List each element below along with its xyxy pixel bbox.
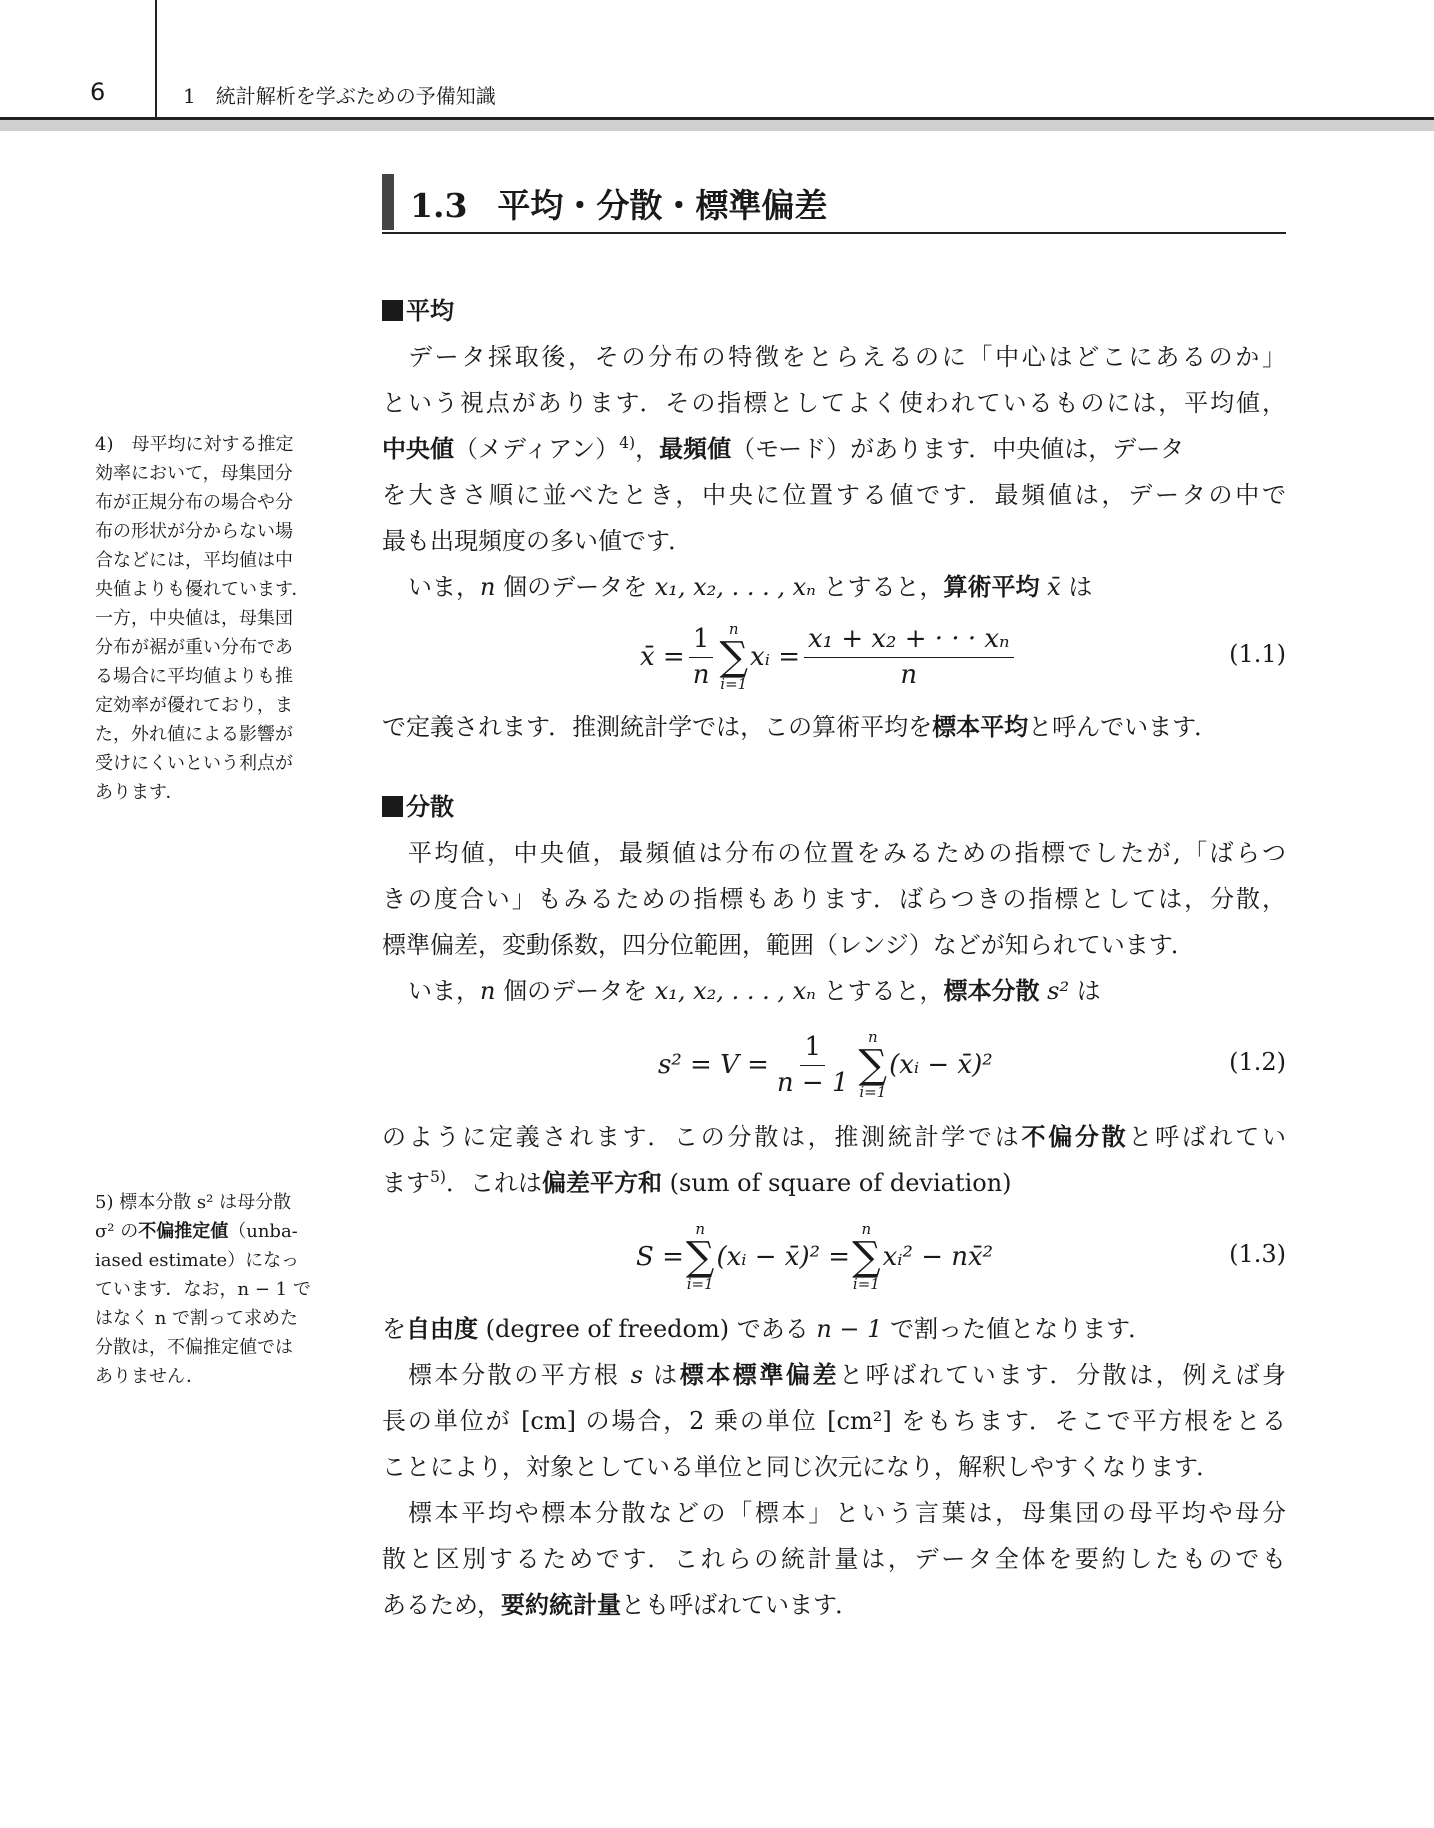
note-line: 分散は，不偏推定値では	[95, 1337, 293, 1358]
math-sequence: x₁, x₂, . . . , xₙ	[654, 977, 816, 1005]
summation	[719, 622, 748, 692]
eq-summand: (xᵢ − x̄)²	[889, 1050, 993, 1080]
heading-rule	[382, 232, 1286, 234]
text-line: 標準偏差，変動係数，四分位範囲，範囲（レンジ）などが知られています．	[382, 931, 1195, 959]
term: 中央値	[382, 435, 454, 463]
summation	[686, 1222, 715, 1292]
sum-upper: n	[695, 1220, 705, 1238]
equation-number: (1.1)	[1229, 640, 1286, 668]
math-s2: s²	[1047, 977, 1070, 1005]
text-line: きの度合い」もみるための指標もあります．ばらつきの指標としては，分散，	[382, 885, 1286, 913]
fraction-denominator: n	[692, 659, 710, 690]
text-span: 標本分散の平方根	[408, 1361, 631, 1389]
text-line: 最も出現頻度の多い値です．	[382, 527, 693, 555]
text-line: データ採取後，その分布の特徴をとらえるのに「中心はどこにあるのか」	[408, 343, 1286, 371]
text-span: を	[382, 1315, 406, 1343]
footnote-ref: 4)	[619, 434, 636, 452]
fraction	[773, 1033, 853, 1097]
sigma-icon: ∑	[685, 1234, 715, 1280]
math-n: n	[480, 573, 496, 601]
text-span: のように定義されます．この分散は，推測統計学では	[382, 1123, 1022, 1151]
text-span: σ² の	[95, 1221, 139, 1242]
eq-summand: (xᵢ − x̄)² =	[716, 1242, 851, 1272]
text-line: を大きさ順に並べたとき，中央に位置する値です．最頻値は，データの中で	[382, 481, 1286, 509]
text-span: と呼ばれてい	[1128, 1123, 1287, 1151]
note-line: あります．	[95, 782, 184, 803]
text-span: ．これは	[446, 1169, 543, 1197]
square-bullet-icon	[382, 300, 403, 321]
sum-lower: i=1	[852, 1275, 880, 1293]
note-line: 央値よりも優れています．	[95, 579, 310, 600]
sum-upper: n	[728, 620, 739, 638]
text-line	[382, 1114, 1286, 1160]
note-line: 分布が裾が重い分布であ	[95, 637, 293, 658]
term: 最頻値	[659, 435, 732, 463]
math-xbar: x̄	[1047, 573, 1061, 601]
section-title	[410, 180, 827, 227]
summation	[852, 1222, 881, 1292]
note-line: ています．なお，n − 1 で	[95, 1279, 311, 1300]
note-line: 効率において，母集団分	[95, 463, 293, 484]
fraction-denominator: n − 1	[776, 1067, 849, 1098]
math-sequence: x₁, x₂, . . . , xₙ	[654, 573, 816, 601]
equation-body	[640, 610, 1018, 704]
term: 自由度	[406, 1315, 478, 1343]
section-number: 1.3	[410, 186, 468, 225]
equation-body	[636, 1210, 993, 1304]
sigma-icon: ∑	[852, 1234, 881, 1280]
text-span: (degree of freedom) である	[478, 1315, 817, 1343]
subheading-label: 分散	[406, 793, 454, 821]
fraction-numerator: 1	[689, 625, 714, 658]
equation-1-2	[382, 1014, 1286, 1114]
fraction	[689, 625, 714, 689]
subheading-variance	[382, 784, 1286, 830]
text-span: 個のデータを	[495, 977, 655, 1005]
text-span: は	[1069, 977, 1101, 1005]
sigma-icon: ∑	[858, 1042, 888, 1088]
footnote-ref: 5)	[430, 1168, 447, 1186]
header-divider	[155, 0, 157, 118]
text-span: いま，	[408, 573, 480, 601]
text-line	[382, 426, 1286, 472]
sum-lower: i=1	[859, 1083, 887, 1101]
subheading-label: 平均	[406, 297, 454, 325]
text-line: 平均値，中央値，最頻値は分布の位置をみるための指標でしたが,「ばらつ	[408, 839, 1286, 867]
text-span: （メディアン）	[454, 435, 620, 463]
eq-summand: xᵢ =	[750, 642, 800, 672]
equation-body	[658, 1018, 993, 1112]
sum-upper: n	[861, 1220, 872, 1238]
text-line: ことにより，対象としている単位と同じ次元になり，解釈しやすくなります．	[382, 1453, 1221, 1481]
text-line	[382, 1352, 1286, 1398]
text-span: （モード）があります．中央値は，データ	[731, 435, 1185, 463]
sum-lower: i=1	[686, 1275, 714, 1293]
running-title: 1 統計解析を学ぶための予備知識	[183, 84, 496, 108]
page-number: 6	[90, 78, 106, 106]
eq-lhs: s² = V =	[658, 1050, 769, 1080]
text-span: と呼ばれています．分散は，例えば身	[839, 1361, 1286, 1389]
heading-bar	[382, 174, 394, 230]
text-span: （unba-	[228, 1221, 298, 1242]
text-span: 個のデータを	[495, 573, 655, 601]
text-line	[382, 1582, 1286, 1628]
text-span: とすると，	[815, 573, 944, 601]
sigma-icon: ∑	[719, 634, 749, 680]
note-line: はなく n で割って求めた	[95, 1308, 299, 1329]
note-line: iased estimate）になっ	[95, 1250, 300, 1271]
text-span: は	[1060, 573, 1093, 601]
text-line	[382, 968, 1286, 1014]
summation	[859, 1030, 888, 1100]
text-span: と呼んでいます．	[1028, 713, 1219, 741]
section-heading	[382, 172, 1286, 234]
math-expr: n − 1	[816, 1315, 883, 1343]
term: 不偏推定値	[138, 1221, 229, 1242]
main-text	[382, 288, 1286, 1628]
subheading-mean	[382, 288, 1286, 334]
text-span: で割った値となります．	[882, 1315, 1153, 1343]
term: 偏差平方和	[542, 1169, 663, 1197]
math-n: n	[480, 977, 496, 1005]
equation-1-3	[382, 1206, 1286, 1306]
text-span: で定義されます．推測統計学では，この算術平均を	[382, 713, 933, 741]
eq-lhs: x̄ =	[640, 642, 685, 672]
text-span: (sum of square of deviation)	[662, 1169, 1012, 1197]
note-line: 一方，中央値は，母集団	[95, 608, 293, 629]
math-s: s	[630, 1361, 643, 1389]
text-line	[382, 564, 1286, 610]
text-span: とすると，	[815, 977, 944, 1005]
text-span: とも呼ばれています．	[621, 1591, 860, 1619]
sum-upper: n	[867, 1028, 878, 1046]
text-line	[382, 704, 1286, 750]
term: 不偏分散	[1021, 1123, 1129, 1151]
term: 要約統計量	[501, 1591, 622, 1619]
term: 標本分散	[943, 977, 1040, 1005]
text-span: は	[642, 1361, 680, 1389]
note-line: 定効率が優れており，ま	[95, 695, 293, 716]
text-line	[382, 1306, 1286, 1352]
text-line: 標本平均や標本分散などの「標本」という言葉は，母集団の母平均や母分	[408, 1499, 1286, 1527]
note-line: 4) 母平均に対する推定	[95, 434, 294, 455]
text-span: ，	[635, 435, 660, 463]
text-line: 散と区別するためです．これらの統計量は，データ全体を要約したものでも	[382, 1545, 1286, 1573]
text-line	[382, 1160, 1286, 1206]
text-line: 長の単位が [cm] の場合，2 乗の単位 [cm²] をもちます．そこで平方根をとる	[382, 1407, 1286, 1435]
page-header	[0, 0, 1434, 130]
note-line: 合などには，平均値は中	[95, 550, 293, 571]
note-line: ありません．	[95, 1366, 205, 1387]
note-line: 布の形状が分からない場	[95, 521, 293, 542]
fraction	[804, 625, 1014, 689]
text-span: いま，	[408, 977, 480, 1005]
term: 標本標準偏差	[679, 1361, 840, 1389]
note-line: る場合に平均値よりも推	[95, 666, 293, 687]
eq-lhs: S =	[636, 1242, 684, 1272]
margin-note-4	[95, 430, 331, 807]
text-span: ます	[382, 1169, 430, 1197]
equation-1-1	[382, 610, 1286, 704]
term: 算術平均	[943, 573, 1040, 601]
text-line: という視点があります．その指標としてよく使われているものには，平均値，	[382, 389, 1286, 417]
margin-note-5	[95, 1188, 331, 1391]
text-span: あるため，	[382, 1591, 502, 1619]
section-title-text: 平均・分散・標準偏差	[497, 186, 828, 225]
fraction-numerator: x₁ + x₂ + · · · xₙ	[804, 625, 1014, 658]
equation-number: (1.2)	[1229, 1048, 1286, 1076]
note-line: 受けにくいという利点が	[95, 753, 293, 774]
note-line	[95, 1217, 331, 1246]
square-bullet-icon	[382, 796, 403, 817]
fraction-denominator: n	[900, 659, 918, 690]
term: 標本平均	[932, 713, 1029, 741]
header-band	[0, 120, 1434, 131]
sum-lower: i=1	[720, 675, 748, 693]
note-line: 布が正規分布の場合や分	[95, 492, 293, 513]
note-line: 5) 標本分散 s² は母分散	[95, 1192, 292, 1213]
note-line: た，外れ値による影響が	[95, 724, 293, 745]
fraction-numerator: 1	[800, 1033, 825, 1066]
eq-summand: xᵢ² − nx̄²	[882, 1242, 994, 1272]
equation-number: (1.3)	[1229, 1240, 1286, 1268]
